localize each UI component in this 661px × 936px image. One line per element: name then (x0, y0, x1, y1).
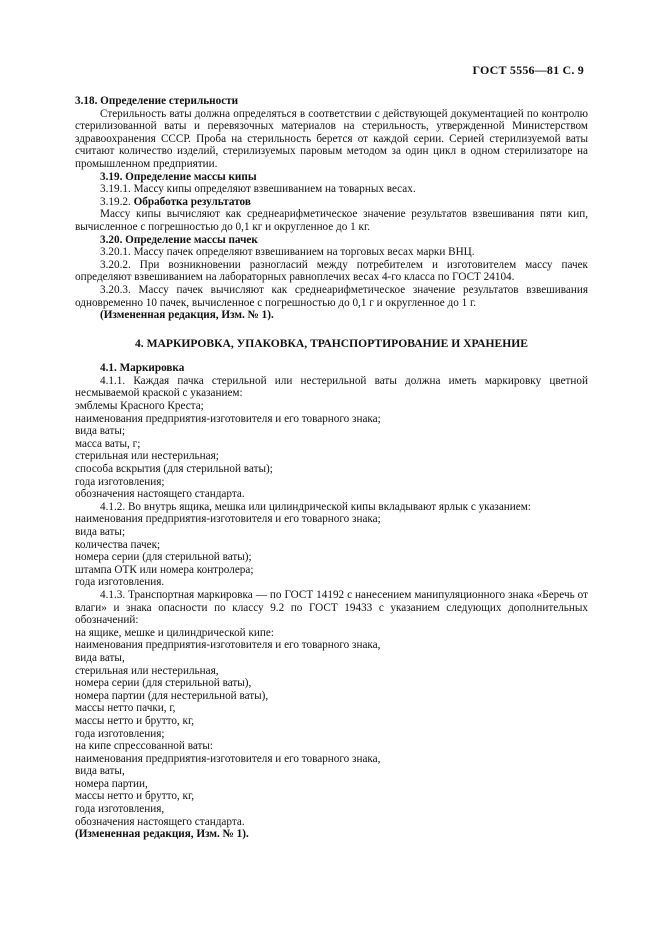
paragraph-3-19-2-text: Массу кипы вычисляют как среднеарифметическое значение результатов взвешивания пяти кип, вычисленное с погрешностью до 0,1 кг и округленное до 1 кг. (75, 208, 588, 233)
list-item: массы нетто и брутто, кг, (75, 790, 195, 803)
list-item: количества пачек; (75, 538, 161, 551)
list-item: наименования предприятия-изготовителя и его товарного знака, (75, 639, 381, 652)
list-item: массы нетто пачки, г, (75, 702, 176, 715)
list-item: вида ваты, (75, 765, 125, 778)
list-4-1-1 (75, 400, 588, 501)
list-item: вида ваты; (75, 425, 126, 438)
document-body (75, 95, 588, 841)
list-item: года изготовления; (75, 727, 165, 740)
section-3-18-title: 3.18. Определение стерильности (75, 95, 239, 107)
chapter-4-title: 4. МАРКИРОВКА, УПАКОВКА, ТРАНСПОРТИРОВАНИЕ И ХРАНЕНИЕ (134, 336, 529, 350)
list-item: наименования предприятия-изготовителя и его товарного знака; (75, 412, 381, 425)
paragraph-3-19-2-number: 3.19.2. (100, 195, 131, 208)
paragraph-3-19-2-heading (75, 196, 588, 209)
paragraph-3-19-1: 3.19.1. Массу кипы определяют взвешиванием на товарных весах. (100, 183, 416, 196)
paragraph-3-19-2-title: Обработка результатов (133, 195, 251, 208)
list-item: штампа ОТК или номера контролера; (75, 563, 254, 576)
paragraph-4-1-1: 4.1.1. Каждая пачка стерильной или нестерильной ваты должна иметь маркировку цветной несмываемой краской с указанием: (75, 374, 588, 400)
section-3-18-text: Стерильность ваты должна определяться в соответствии с действующей документацией по контролю стерилизованной ваты и перевязочных материалов на стерильность, утвержденной Министерством здравоохранения СССР. Проба на стерильность берется от каждой серии. Серией стерилизуемой ваты считают количество изделий, стерилизуемых паровым методом за один цикл в одном стерилизаторе на промышленном предприятии. (75, 107, 588, 170)
list-item: способа вскрытия (для стерильной ваты); (75, 463, 273, 476)
paragraph-4-1-3: 4.1.3. Транспортная маркировка — по ГОСТ 14192 с нанесением манипуляционного знака «Беречь от влаги» и знака опасности по классу 9.2 по ГОСТ 19433 с указанием следующих дополнительных обозначений: (75, 588, 588, 627)
list-4-1-2 (75, 513, 588, 589)
list-item: номера партии, (75, 777, 148, 790)
list-item: года изготовления. (75, 576, 165, 589)
paragraph-3-20-3: 3.20.3. Массу пачек вычисляют как среднеарифметическое значение результатов взвешивания одновременно 10 пачек, вычисленное с погрешностью до 0,1 г и округленное до 1 г. (75, 283, 588, 309)
list-item: номера серии (для стерильной ваты), (75, 677, 252, 690)
paragraph-3-20-1: 3.20.1. Массу пачек определяют взвешиванием на торговых весах марки ВНЦ. (100, 246, 475, 259)
list-item: обозначения настоящего стандарта. (75, 488, 245, 501)
amendment-note-1: (Измененная редакция, Изм. № 1). (100, 309, 274, 322)
page-header: ГОСТ 5556—81 С. 9 (472, 63, 584, 77)
paragraph-4-1-2: 4.1.2. Во внутрь ящика, мешка или цилиндрической кипы вкладывают ярлык с указанием: (100, 500, 531, 513)
list-item: вида ваты; (75, 526, 126, 538)
list-item: номера партии (для нестерильной ваты), (75, 689, 269, 702)
list-item: наименования предприятия-изготовителя и его товарного знака; (75, 513, 381, 526)
list-item: масса ваты, г; (75, 437, 141, 450)
list-4-1-3 (75, 627, 588, 829)
amendment-note-2: (Измененная редакция, Изм. № 1). (75, 828, 249, 841)
list-item: массы нетто и брутто, кг, (75, 714, 195, 727)
list-item: эмблемы Красного Креста; (75, 400, 204, 413)
list-item: на кипе спрессованной ваты: (75, 740, 214, 753)
list-item: вида ваты, (75, 651, 125, 664)
list-item: обозначения настоящего стандарта. (75, 815, 245, 828)
section-4-1-title: 4.1. Маркировка (100, 362, 185, 375)
paragraph-3-20-2: 3.20.2. При возникновении разногласий между потребителем и изготовителем массу пачек определяют взвешиванием на лабораторных равноплечих весах 4-го класса по ГОСТ 24104. (75, 258, 588, 284)
list-item: номера серии (для стерильной ваты); (75, 551, 252, 564)
list-item: стерильная или нестерильная, (75, 664, 219, 677)
list-item: на ящике, мешке и цилиндрической кипе: (75, 626, 274, 639)
section-3-19-title: 3.19. Определение массы кипы (100, 170, 257, 183)
list-item: стерильная или нестерильная; (75, 450, 219, 463)
section-3-20-title: 3.20. Определение массы пачек (100, 233, 258, 246)
list-item: наименования предприятия-изготовителя и его товарного знака, (75, 752, 381, 765)
list-item: года изготовления, (75, 803, 165, 816)
list-item: года изготовления; (75, 475, 165, 488)
